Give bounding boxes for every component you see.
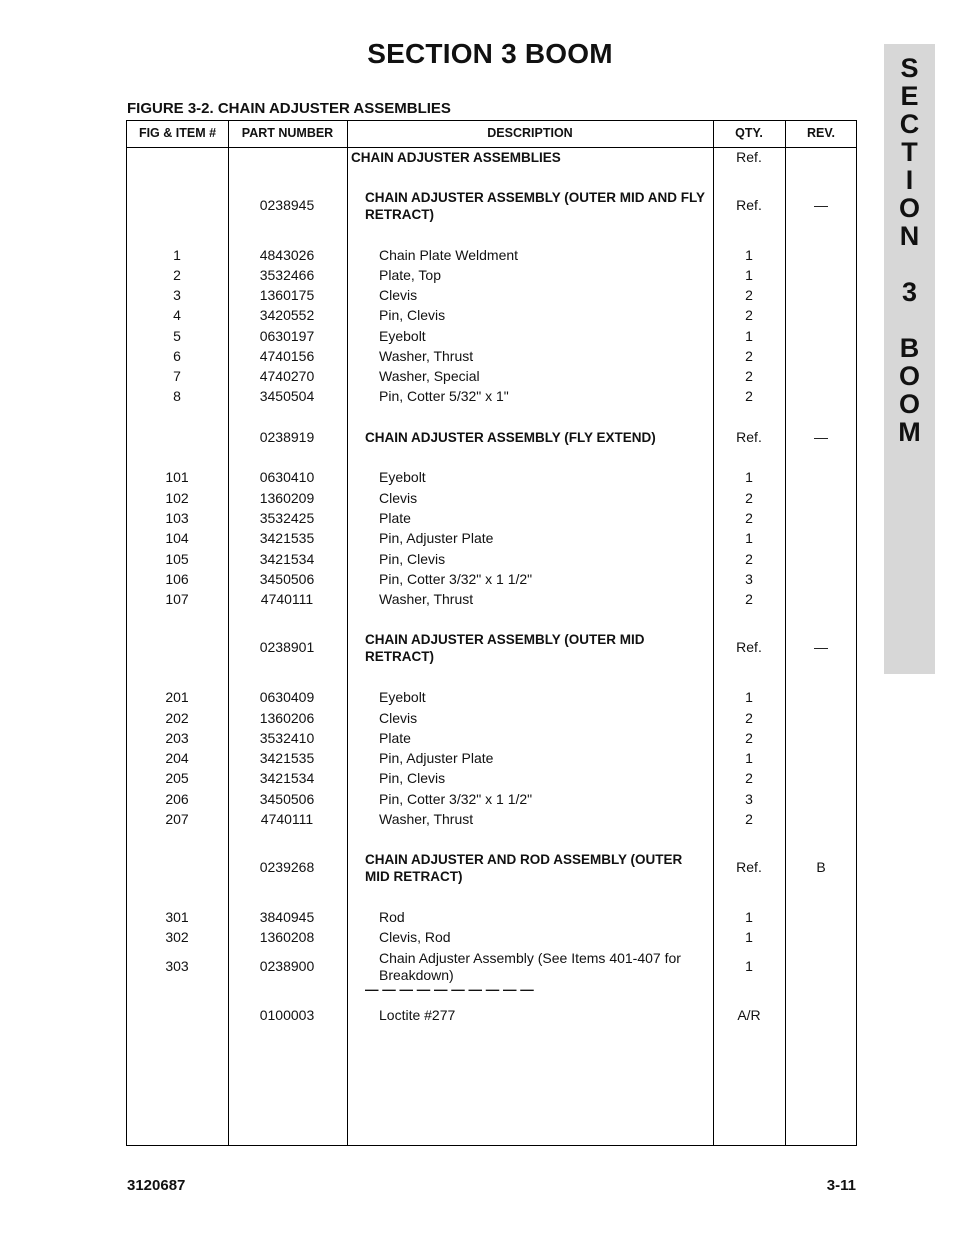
table-cell-qty: 2 xyxy=(745,388,753,404)
table-cell-qty: Ref. xyxy=(736,429,762,445)
table-cell-qty: Ref. xyxy=(736,639,762,655)
side-tab-letter: C xyxy=(899,109,920,139)
table-cell-part-number: 1360206 xyxy=(259,710,315,726)
table-cell-qty: 2 xyxy=(745,730,753,746)
table-header xyxy=(127,121,856,148)
table-cell-description: Chain Adjuster Assembly (See Items 401-407 for Breakdown) xyxy=(379,950,681,983)
table-cell-part-number: 1360209 xyxy=(259,490,315,506)
table-cell-description: Rod xyxy=(379,909,405,925)
table-cell-description: CHAIN ADJUSTER ASSEMBLY (OUTER MID RETRACT) xyxy=(365,632,645,664)
table-cell-description: Chain Plate Weldment xyxy=(379,247,519,263)
table-cell-fig-item: 302 xyxy=(165,929,189,945)
table-cell-description: Washer, Thrust xyxy=(379,348,474,364)
side-tab-letter: T xyxy=(901,137,918,167)
table-cell-part-number: 0630197 xyxy=(259,328,315,344)
table-cell-qty: 3 xyxy=(745,791,753,807)
side-tab-letter: S xyxy=(900,53,919,83)
table-cell-description: — — — — — — — — — — xyxy=(365,982,534,997)
table-cell-part-number: 4740156 xyxy=(259,348,315,364)
table-cell-part-number: 3420552 xyxy=(259,307,315,323)
side-tab-letter: 3 xyxy=(901,277,918,307)
table-cell-part-number: 0239268 xyxy=(259,859,315,875)
table-cell-part-number: 1360175 xyxy=(259,287,315,303)
table-cell-qty: 1 xyxy=(745,909,753,925)
table-cell-qty: 2 xyxy=(745,490,753,506)
table-cell-qty: Ref. xyxy=(736,197,762,213)
table-cell-fig-item: 2 xyxy=(173,267,181,283)
table-cell-description: CHAIN ADJUSTER ASSEMBLY (OUTER MID AND FLY RETRACT) xyxy=(365,190,705,222)
table-cell-description: Eyebolt xyxy=(379,689,426,705)
table-cell-fig-item: 201 xyxy=(165,689,189,705)
page-number: 3-11 xyxy=(826,1177,856,1194)
table-cell-description: Pin, Cotter 3/32" x 1 1/2" xyxy=(379,571,533,587)
column-header-part-number: PART NUMBER xyxy=(241,126,334,140)
table-cell-description: Washer, Special xyxy=(379,368,480,384)
table-cell-qty: 1 xyxy=(745,267,753,283)
table-cell-description: Pin, Clevis xyxy=(379,551,446,567)
table-cell-description: Pin, Adjuster Plate xyxy=(379,530,494,546)
table-cell-qty: 2 xyxy=(745,710,753,726)
table-cell-part-number: 1360208 xyxy=(259,929,315,945)
table-cell-qty: 1 xyxy=(745,247,753,263)
table-cell-part-number: 4740270 xyxy=(259,368,315,384)
table-cell-qty: 1 xyxy=(745,958,753,974)
table-cell-qty: 2 xyxy=(745,591,753,607)
table-cell-part-number: 0630410 xyxy=(259,469,315,485)
table-cell-qty: 2 xyxy=(745,307,753,323)
table-cell-description: Washer, Thrust xyxy=(379,591,474,607)
table-cell-rev: — xyxy=(814,429,828,445)
table-cell-qty: 2 xyxy=(745,551,753,567)
table-cell-qty: Ref. xyxy=(736,859,762,875)
table-cell-description: Plate xyxy=(379,730,411,746)
table-cell-fig-item: 207 xyxy=(165,811,189,827)
table-cell-fig-item: 3 xyxy=(173,287,181,303)
table-cell-description: Eyebolt xyxy=(379,328,426,344)
table-cell-qty: 1 xyxy=(745,689,753,705)
column-header-description: DESCRIPTION xyxy=(487,126,573,140)
table-cell-fig-item: 103 xyxy=(165,510,189,526)
column-divider xyxy=(347,121,348,1145)
page-title: SECTION 3 BOOM xyxy=(367,38,613,69)
table-cell-part-number: 3450506 xyxy=(259,791,315,807)
parts-table xyxy=(126,120,857,1146)
table-cell-description: Pin, Cotter 3/32" x 1 1/2" xyxy=(379,791,533,807)
table-cell-part-number: 3421534 xyxy=(259,770,315,786)
table-cell-fig-item: 105 xyxy=(165,551,189,567)
table-cell-qty: 2 xyxy=(745,287,753,303)
table-cell-description: Plate, Top xyxy=(379,267,442,283)
table-cell-description: Clevis xyxy=(379,490,418,506)
table-cell-qty: 1 xyxy=(745,328,753,344)
table-cell-qty: 1 xyxy=(745,530,753,546)
table-cell-description: Clevis xyxy=(379,287,418,303)
table-cell-description: Pin, Clevis xyxy=(379,307,446,323)
side-tab-letter: N xyxy=(899,221,920,251)
table-cell-part-number: 3421534 xyxy=(259,551,315,567)
table-cell-description: Loctite #277 xyxy=(379,1007,456,1023)
table-cell-qty: 1 xyxy=(745,750,753,766)
table-cell-fig-item: 1 xyxy=(173,247,181,263)
table-cell-description: Clevis xyxy=(379,710,418,726)
side-tab-letter: E xyxy=(900,81,919,111)
table-cell-qty: 2 xyxy=(745,348,753,364)
column-divider xyxy=(785,121,786,1145)
table-cell-fig-item: 101 xyxy=(165,469,189,485)
table-cell-fig-item: 303 xyxy=(165,958,189,974)
table-cell-description: Washer, Thrust xyxy=(379,811,474,827)
table-cell-fig-item: 301 xyxy=(165,909,189,925)
column-header-rev: REV. xyxy=(806,126,836,140)
table-cell-part-number: 0238919 xyxy=(259,429,315,445)
table-cell-fig-item: 206 xyxy=(165,791,189,807)
table-cell-description: CHAIN ADJUSTER AND ROD ASSEMBLY (OUTER MID RETRACT) xyxy=(365,852,683,884)
table-cell-qty: 2 xyxy=(745,770,753,786)
table-cell-fig-item: 7 xyxy=(173,368,181,384)
table-cell-part-number: 0100003 xyxy=(259,1007,315,1023)
table-cell-fig-item: 4 xyxy=(173,307,181,323)
table-cell-description: CHAIN ADJUSTER ASSEMBLY (FLY EXTEND) xyxy=(365,430,656,445)
table-cell-fig-item: 107 xyxy=(165,591,189,607)
table-cell-qty: 1 xyxy=(745,469,753,485)
table-cell-part-number: 3532466 xyxy=(259,267,315,283)
table-cell-part-number: 0238901 xyxy=(259,639,315,655)
table-cell-fig-item: 204 xyxy=(165,750,189,766)
side-tab-letter: I xyxy=(905,165,914,195)
table-cell-fig-item: 5 xyxy=(173,328,181,344)
table-cell-part-number: 0630409 xyxy=(259,689,315,705)
table-cell-part-number: 4740111 xyxy=(260,591,314,607)
table-cell-description: Pin, Clevis xyxy=(379,770,446,786)
table-cell-part-number: 3421535 xyxy=(259,750,315,766)
side-tab-letter: O xyxy=(898,193,920,223)
document-number: 3120687 xyxy=(127,1177,186,1194)
table-cell-part-number: 3532425 xyxy=(259,510,315,526)
table-cell-qty: Ref. xyxy=(736,149,762,165)
section-side-tab xyxy=(884,44,935,674)
table-cell-description: Pin, Cotter 5/32" x 1" xyxy=(379,388,509,404)
table-cell-rev: — xyxy=(814,197,828,213)
table-cell-part-number: 3421535 xyxy=(259,530,315,546)
table-cell-description: CHAIN ADJUSTER ASSEMBLIES xyxy=(351,150,561,165)
table-cell-part-number: 0238945 xyxy=(259,197,315,213)
table-cell-qty: 1 xyxy=(745,929,753,945)
side-tab-letter: B xyxy=(899,333,920,363)
table-cell-part-number: 3532410 xyxy=(259,730,315,746)
table-cell-part-number: 4740111 xyxy=(260,811,314,827)
table-cell-qty: 3 xyxy=(745,571,753,587)
table-cell-fig-item: 205 xyxy=(165,770,189,786)
side-tab-letter: M xyxy=(898,417,921,447)
table-cell-rev: — xyxy=(814,639,828,655)
table-cell-fig-item: 104 xyxy=(165,530,189,546)
table-cell-part-number: 3450506 xyxy=(259,571,315,587)
table-cell-description: Clevis, Rod xyxy=(379,929,451,945)
table-cell-qty: 2 xyxy=(745,510,753,526)
table-cell-rev: B xyxy=(816,859,826,875)
table-cell-fig-item: 203 xyxy=(165,730,189,746)
table-cell-fig-item: 6 xyxy=(173,348,181,364)
table-cell-qty: A/R xyxy=(737,1007,761,1023)
column-header-fig-item: FIG & ITEM # xyxy=(138,126,217,140)
table-cell-qty: 2 xyxy=(745,811,753,827)
side-tab-letter: O xyxy=(898,389,920,419)
figure-title: FIGURE 3-2. CHAIN ADJUSTER ASSEMBLIES xyxy=(127,100,451,117)
table-cell-fig-item: 8 xyxy=(173,388,181,404)
side-tab-letter: O xyxy=(898,361,920,391)
table-cell-fig-item: 106 xyxy=(165,571,189,587)
column-header-qty: QTY. xyxy=(735,126,763,140)
table-cell-description: Pin, Adjuster Plate xyxy=(379,750,494,766)
table-cell-part-number: 4843026 xyxy=(259,247,315,263)
table-cell-qty: 2 xyxy=(745,368,753,384)
table-cell-fig-item: 102 xyxy=(165,490,189,506)
table-cell-description: Eyebolt xyxy=(379,469,426,485)
table-cell-description: Plate xyxy=(379,510,411,526)
table-cell-fig-item: 202 xyxy=(165,710,189,726)
table-cell-part-number: 3450504 xyxy=(259,388,315,404)
table-cell-part-number: 3840945 xyxy=(259,909,315,925)
table-cell-part-number: 0238900 xyxy=(259,958,315,974)
